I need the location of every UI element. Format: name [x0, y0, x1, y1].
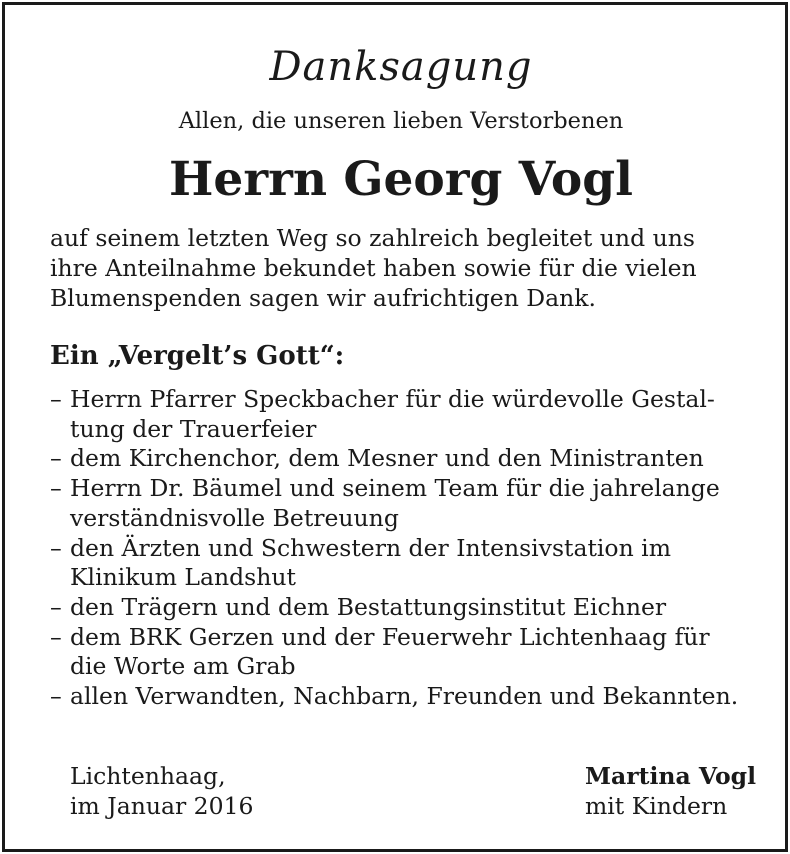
- list-item-line: Klinikum Landshut: [70, 563, 296, 592]
- paragraph-line: auf seinem letzten Weg so zahlreich begleitet und uns: [50, 224, 695, 252]
- dash-bullet: –: [50, 444, 62, 473]
- notice-title: Danksagung: [269, 44, 533, 90]
- list-item: [50, 385, 752, 444]
- signer-suffix: mit Kindern: [585, 792, 728, 820]
- list-item-line: verständnisvolle Betreuung: [70, 503, 399, 532]
- thanks-paragraph: [50, 223, 752, 313]
- thanks-list: [50, 385, 752, 712]
- list-item: [50, 623, 752, 682]
- list-item-line: dem BRK Gerzen und der Feuerwehr Lichtenhaag für: [70, 622, 710, 651]
- date-text: im Januar 2016: [70, 792, 254, 820]
- place-text: Lichtenhaag,: [70, 762, 226, 790]
- dash-bullet: –: [50, 385, 62, 413]
- list-item-line: tung der Trauerfeier: [70, 414, 317, 443]
- list-item-line: Herrn Dr. Bäumel und seinem Team für die jahrelange: [70, 474, 720, 503]
- place-date-block: [70, 761, 254, 821]
- list-item: [50, 444, 752, 474]
- dash-bullet: –: [50, 533, 62, 562]
- list-item-line: die Worte am Grab: [70, 652, 296, 681]
- list-item: [50, 474, 752, 533]
- signature-block: [585, 761, 756, 821]
- list-item: [50, 682, 752, 712]
- list-item-line: den Ärzten und Schwestern der Intensivstation im: [70, 533, 671, 562]
- list-item-line: den Trägern und dem Bestattungsinstitut Eichner: [70, 592, 667, 621]
- thanks-subheading: Ein „Vergelt’s Gott“:: [50, 341, 345, 371]
- signer-name: Martina Vogl: [585, 762, 757, 790]
- dash-bullet: –: [50, 622, 62, 651]
- dash-bullet: –: [50, 682, 62, 711]
- list-item-line: Herrn Pfarrer Speckbacher für die würdevolle Gestal-: [70, 385, 715, 413]
- paragraph-line: ihre Anteilnahme bekundet haben sowie für die vielen: [50, 254, 697, 282]
- dash-bullet: –: [50, 592, 62, 621]
- dash-bullet: –: [50, 474, 62, 503]
- list-item: [50, 534, 752, 593]
- paragraph-line: Blumenspenden sagen wir aufrichtigen Dank.: [50, 284, 597, 312]
- notice-frame: [2, 2, 788, 852]
- list-item: [50, 593, 752, 623]
- list-item-line: allen Verwandten, Nachbarn, Freunden und Bekannten.: [70, 682, 739, 711]
- deceased-name: Herrn Georg Vogl: [169, 152, 633, 207]
- list-item-line: dem Kirchenchor, dem Mesner und den Ministranten: [70, 444, 704, 473]
- intro-line: Allen, die unseren lieben Verstorbenen: [178, 108, 624, 134]
